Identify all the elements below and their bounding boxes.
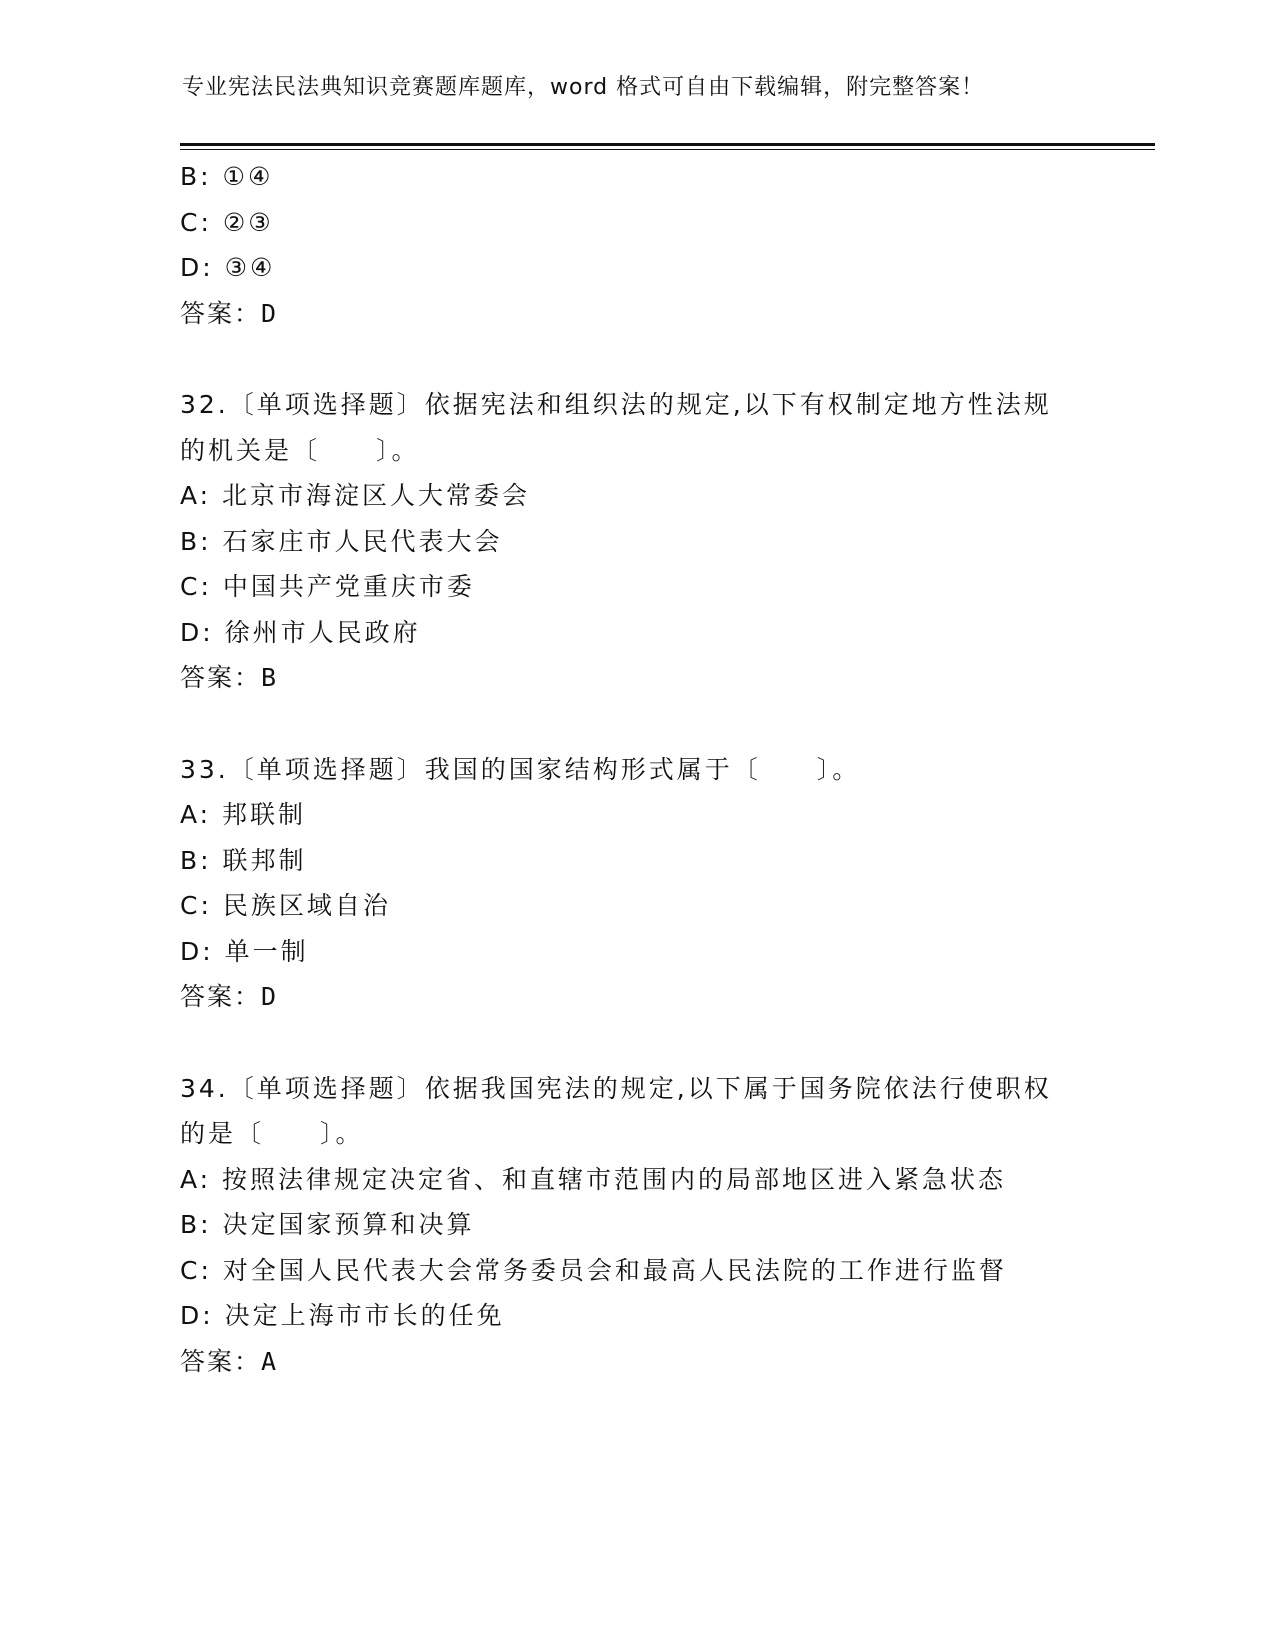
answer-label: 答案： [180, 1346, 262, 1376]
option-label: D: [180, 936, 214, 966]
answer-line [180, 1339, 1060, 1385]
prev-question [180, 154, 1060, 336]
answer-label: 答案： [180, 982, 262, 1011]
option-label: C: [180, 1255, 212, 1285]
option-label: A: [180, 1164, 212, 1194]
option-text: 民族区域自治 [222, 891, 391, 920]
option-label: A: [180, 800, 212, 829]
header-rule-thin [180, 149, 1155, 150]
option-text: 决定上海市市长的任免 [224, 1301, 505, 1330]
question-stem [180, 382, 1060, 473]
option-c [180, 200, 1060, 246]
page-header: 专业宪法民法典知识竞赛题库题库，word 格式可自由下载编辑，附完整答案！ [182, 75, 985, 100]
question-number: 34. [180, 1073, 229, 1103]
option-label: C: [180, 891, 212, 920]
option-label: C: [180, 572, 212, 601]
option-text: 徐州市人民政府 [224, 617, 421, 647]
question-32 [180, 382, 1060, 701]
question-number: 32. [180, 390, 229, 419]
option-text: 决定国家预算和决算 [222, 1210, 475, 1239]
question-33 [180, 747, 1060, 1020]
option-text: 北京市海淀区人大常委会 [222, 481, 531, 510]
option-label: B: [180, 845, 212, 875]
option-text: ②③ [222, 207, 274, 237]
option-label: C: [180, 207, 212, 237]
option-label: B: [180, 162, 212, 191]
question-text: 〔单项选择题〕我国的国家结构形式属于〔 〕。 [228, 754, 861, 784]
option-text: 按照法律规定决定省、和直辖市范围内的局部地区进入紧急状态 [222, 1164, 1007, 1194]
option-a [180, 473, 1060, 519]
option-text: 单一制 [224, 936, 309, 966]
option-label: B: [180, 1210, 212, 1239]
question-text: 〔单项选择题〕依据我国宪法的规定,以下属于国务院依法行使职权的是〔 〕。 [180, 1073, 1052, 1148]
option-c [180, 883, 1060, 929]
answer-value: A [261, 1346, 278, 1376]
answer-line [180, 974, 1060, 1020]
option-b [180, 519, 1060, 565]
option-d [180, 610, 1060, 656]
option-b [180, 838, 1060, 884]
answer-label: 答案： [180, 663, 262, 692]
option-b [180, 154, 1060, 200]
option-c [180, 564, 1060, 610]
option-d [180, 929, 1060, 975]
option-text: 对全国人民代表大会常务委员会和最高人民法院的工作进行监督 [222, 1255, 1007, 1285]
option-text: 石家庄市人民代表大会 [222, 526, 503, 556]
question-stem [180, 747, 1060, 793]
option-label: D: [180, 617, 214, 647]
answer-value: D [261, 982, 278, 1011]
question-number: 33. [180, 754, 229, 784]
option-label: D: [180, 253, 214, 282]
option-text: 邦联制 [222, 800, 307, 829]
option-d [180, 245, 1060, 291]
option-a [180, 792, 1060, 838]
option-a [180, 1157, 1060, 1203]
option-c [180, 1248, 1060, 1294]
option-label: B: [180, 526, 212, 556]
option-label: A: [180, 481, 212, 510]
answer-line [180, 291, 1060, 337]
answer-line [180, 655, 1060, 701]
option-d [180, 1293, 1060, 1339]
answer-value: B [261, 663, 278, 692]
option-text: 中国共产党重庆市委 [222, 572, 475, 601]
question-stem [180, 1066, 1060, 1157]
question-text: 〔单项选择题〕依据宪法和组织法的规定,以下有权制定地方性法规的机关是〔 〕。 [180, 390, 1052, 465]
answer-value: D [261, 298, 278, 328]
option-label: D: [180, 1301, 214, 1330]
question-34 [180, 1066, 1060, 1385]
option-text: ①④ [222, 162, 274, 191]
question-content [180, 154, 1060, 1384]
option-b [180, 1202, 1060, 1248]
option-text: ③④ [224, 253, 276, 282]
header-rule-thick [180, 143, 1155, 146]
option-text: 联邦制 [222, 845, 307, 875]
answer-label: 答案： [180, 298, 262, 328]
